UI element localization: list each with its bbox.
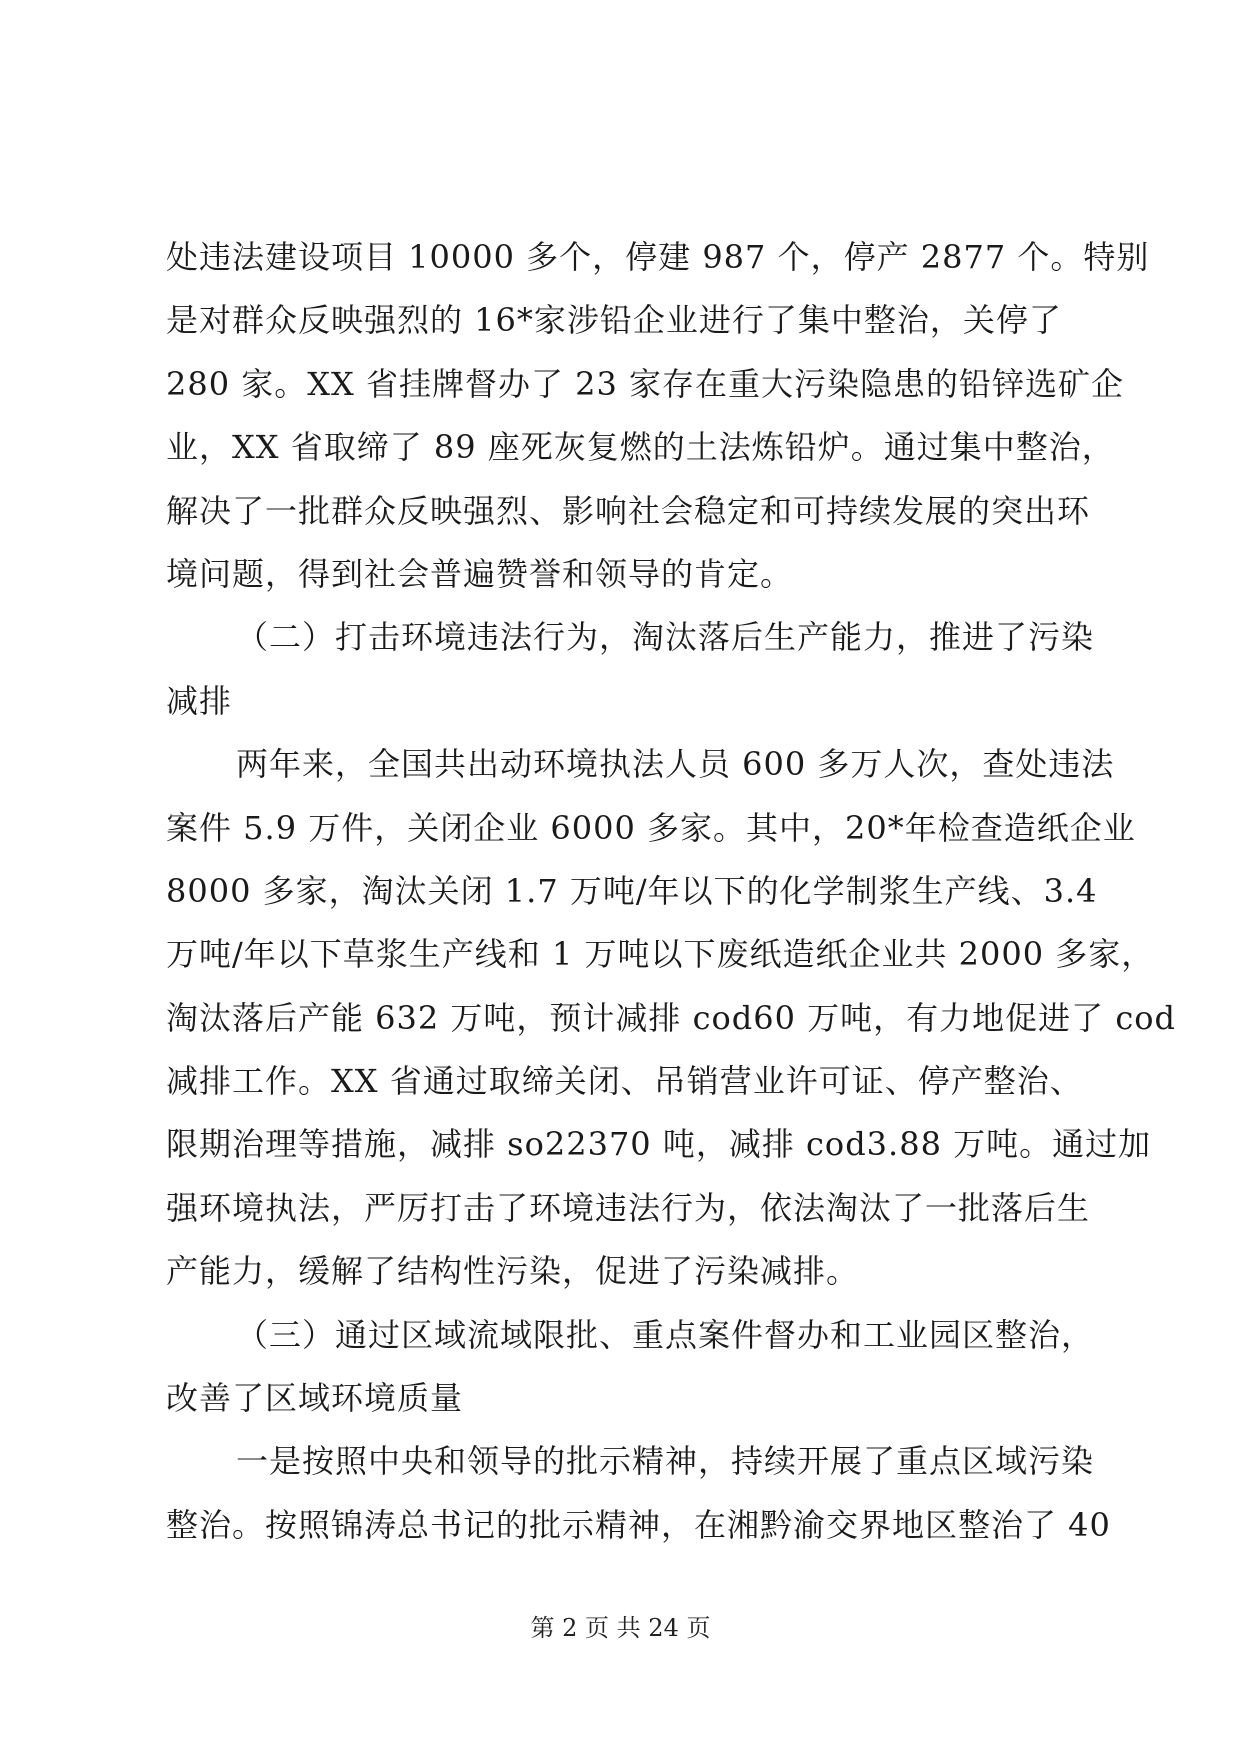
section-heading: （二）打击环境违法行为，淘汰落后生产能力，推进了污染: [236, 618, 1095, 657]
text-line: 处违法建设项目 10000 多个，停建 987 个，停产 2877 个。特别: [166, 238, 1150, 276]
text-line: 8000 多家，淘汰关闭 1.7 万吨/年以下的化学制浆生产线、3.4: [166, 871, 1098, 910]
section-heading-continued: 减排: [166, 681, 233, 720]
text-line: 限期治理等措施，减排 so22370 吨，减排 cod3.88 万吨。通过加: [166, 1125, 1152, 1164]
page-footer: 第 2 页 共 24 页: [530, 1614, 711, 1642]
text-line: 解决了一批群众反映强烈、影响社会稳定和可持续发展的突出环: [166, 491, 1091, 530]
text-line: 产能力，缓解了结构性污染，促进了污染减排。: [166, 1252, 860, 1291]
section-heading: （三）通过区域流域限批、重点案件督办和工业园区整治，: [236, 1315, 1095, 1354]
text-line: 整治。按照锦涛总书记的批示精神，在湘黔渝交界地区整治了 40: [166, 1505, 1111, 1544]
paragraph-start: 两年来，全国共出动环境执法人员 600 多万人次，查处违法: [236, 745, 1115, 784]
text-line: 强环境执法，严厉打击了环境违法行为，依法淘汰了一批落后生: [166, 1188, 1091, 1227]
text-line: 280 家。XX 省挂牌督办了 23 家存在重大污染隐患的铅锌选矿企: [166, 364, 1125, 403]
text-line: 是对群众反映强烈的 16*家涉铅企业进行了集中整治，关停了: [166, 301, 1062, 340]
text-line: 案件 5.9 万件，关闭企业 6000 多家。其中，20*年检查造纸企业: [166, 808, 1136, 847]
text-line: 业，XX 省取缔了 89 座死灰复燃的土法炼铅炉。通过集中整治，: [166, 428, 1115, 467]
text-line: 减排工作。XX 省通过取缔关闭、吊销营业许可证、停产整治、: [166, 1062, 1083, 1101]
section-heading-continued: 改善了区域环境质量: [166, 1379, 464, 1418]
text-line: 境问题，得到社会普遍赞誉和领导的肯定。: [166, 554, 794, 593]
document-body: [166, 226, 1177, 1557]
text-line: 万吨/年以下草浆生产线和 1 万吨以下废纸造纸企业共 2000 多家，: [166, 935, 1155, 974]
text-line: 淘汰落后产能 632 万吨，预计减排 cod60 万吨，有力地促进了 cod: [166, 998, 1177, 1037]
paragraph-start: 一是按照中央和领导的批示精神，持续开展了重点区域污染: [236, 1442, 1095, 1481]
